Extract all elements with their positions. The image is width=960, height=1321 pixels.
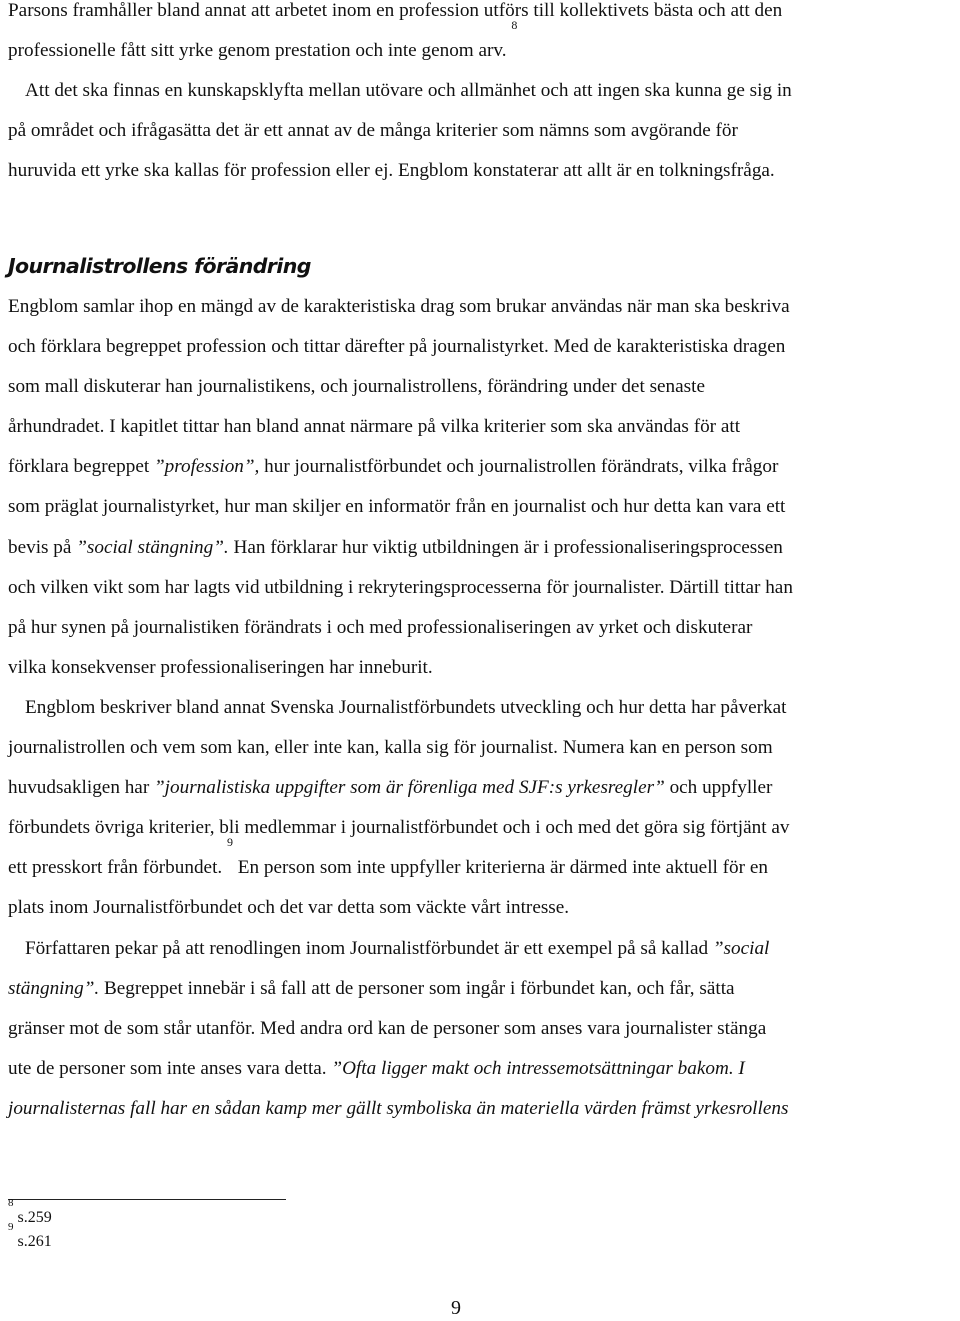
footnote-8: $^8$ s.259	[8, 1197, 52, 1226]
footnote-ref-8[interactable]: 8	[511, 18, 518, 33]
text-line: ute de personer som inte anses vara detta. ”Ofta ligger makt och intressemotsättningar bakom. I	[8, 1057, 745, 1079]
text-line: förbundets övriga kriterier, bli medlemmar i journalistförbundet och i och med det göra sig förtjänt av	[8, 817, 790, 839]
text-line: huruvida ett yrke ska kallas för profession eller ej. Engblom konstaterar att allt är en tolkningsfråga.	[8, 160, 775, 182]
italic-term: ”profession”,	[153, 456, 260, 478]
text-line: Att det ska finnas en kunskapsklyfta mellan utövare och allmänhet och att ingen ska kunna ge sig in	[25, 80, 792, 102]
italic-quote: journalisternas fall har en sådan kamp mer gällt symboliska än materiella värden främst yrkesrollens	[8, 1097, 789, 1119]
italic-term: ”social	[712, 937, 770, 959]
text-line: professionelle fått sitt yrke genom prestation och inte genom arv. $^8$	[8, 18, 518, 62]
text-line: Parsons framhåller bland annat att arbetet inom en profession utförs till kollektivets bästa och att den	[8, 0, 783, 21]
intro-paragraph	[8, 0, 958, 191]
text-line: stängning”. Begreppet innebär i så fall att de personer som ingår i förbundet kan, och får, sätta	[8, 977, 735, 999]
text-line: och förklara begreppet profession och tittar därefter på journalistyrket. Med de karakteristiska dragen	[8, 336, 786, 358]
document-page	[8, 0, 958, 1319]
text-line: Engblom samlar ihop en mängd av de karakteristiska drag som brukar användas när man ska beskriva	[8, 296, 790, 317]
text-line: huvudsakligen har ”journalistiska uppgifter som är förenliga med SJF:s yrkesregler” och uppfyller	[8, 777, 773, 799]
text-line: plats inom Journalistförbundet och det var detta som väckte vårt intresse.	[8, 897, 570, 919]
text-line: vilka konsekvenser professionaliseringen har inneburit.	[8, 656, 433, 678]
text-line: förklara begreppet ”profession”, hur journalistförbundet och journalistrollen förändrats, vilka frågor	[8, 456, 779, 478]
text-line: århundradet. I kapitlet tittar han bland annat närmare på vilka kriterier som ska användas för att	[8, 416, 741, 438]
text-line: gränser mot de som står utanför. Med andra ord kan de personer som anses vara journalister stänga	[8, 1017, 767, 1039]
footnote-divider	[8, 1199, 286, 1200]
italic-term: stängning”.	[8, 977, 100, 999]
text-line: och vilken vikt som har lagts vid utbildning i rekryteringsprocesserna för journalister. Därtill tittar han	[8, 576, 793, 598]
footnote-ref-9[interactable]: 9	[227, 835, 233, 850]
footnotes	[8, 1197, 52, 1254]
italic-quote: ”journalistiska uppgifter som är förenliga med SJF:s yrkesregler”	[154, 777, 665, 799]
page-number: 9	[451, 1297, 461, 1319]
text-line: på hur synen på journalistiken förändrats i och med professionaliseringen av yrket och diskuterar	[8, 616, 753, 638]
text-line: på området och ifrågasätta det är ett annat av de många kriterier som nämns som avgörande för	[8, 120, 738, 142]
text-line: som präglat journalistyrket, hur man skiljer en informatör från en journalist och hur detta kan vara ett	[8, 496, 786, 518]
text-line: som mall diskuterar han journalistikens, och journalistrollens, förändring under det senaste	[8, 376, 705, 398]
text-line: ett presskort från förbundet. $^9$ En person som inte uppfyller kriterierna är därmed inte aktuell för en	[8, 835, 768, 879]
text-line: Författaren pekar på att renodlingen inom Journalistförbundet är ett exempel på så kallad ”social	[25, 937, 770, 959]
text-line: bevis på ”social stängning”. Han förklarar hur viktig utbildningen är i professionaliseringsprocessen	[8, 536, 783, 558]
italic-quote: ”Ofta ligger makt och intressemotsättningar bakom. I	[331, 1057, 745, 1079]
text-line: Engblom beskriver bland annat Svenska Journalistförbundets utveckling och hur detta har påverkat	[25, 696, 787, 718]
text-line: journalistrollen och vem som kan, eller inte kan, kalla sig för journalist. Numera kan en person som	[8, 737, 773, 759]
section-body	[8, 287, 793, 1129]
italic-term: ”social stängning”.	[76, 536, 229, 558]
footnote-9: $^9$ s.261	[8, 1221, 52, 1250]
text-line	[8, 1089, 793, 1129]
section-heading: Journalistrollens förändring	[8, 254, 311, 278]
